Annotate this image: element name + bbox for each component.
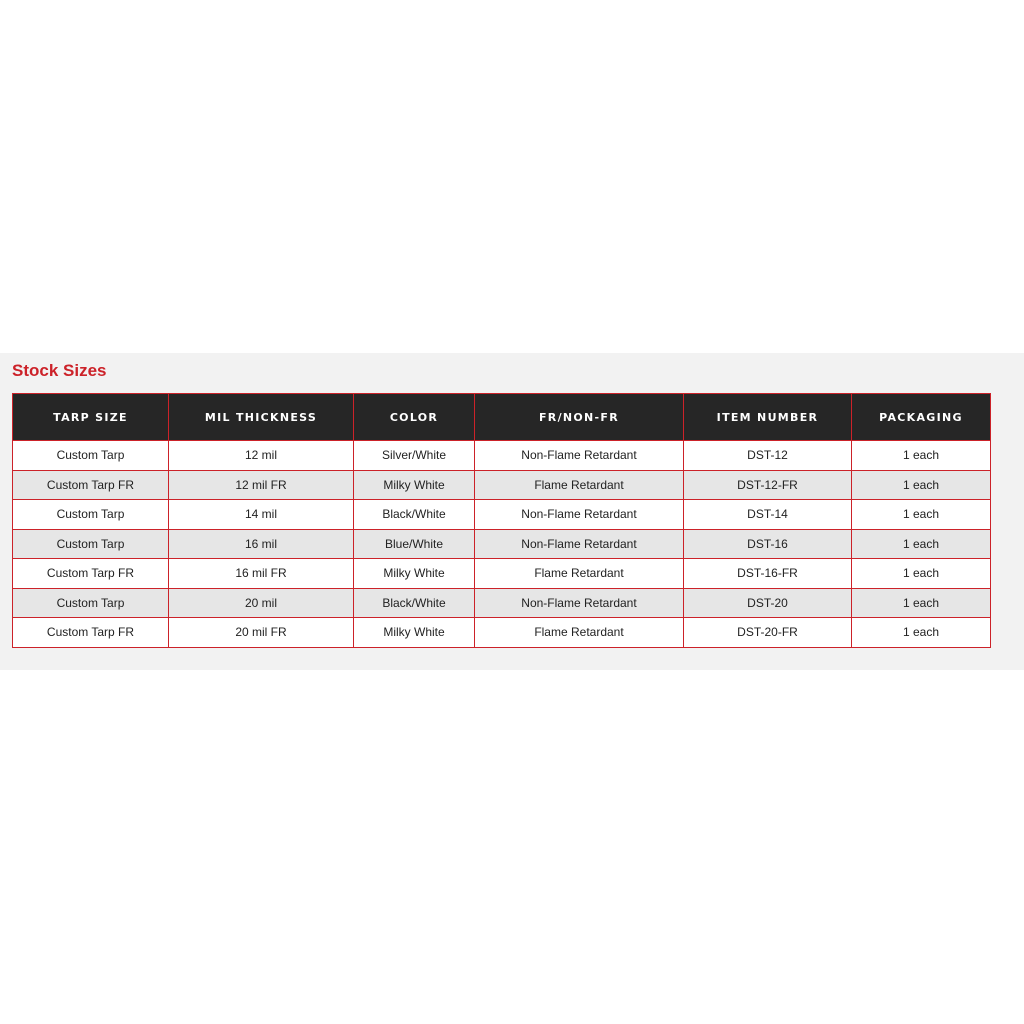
cell-packaging: 1 each — [852, 618, 991, 648]
cell-color: Blue/White — [354, 529, 475, 559]
cell-mil-thickness: 14 mil — [169, 500, 354, 530]
cell-color: Black/White — [354, 588, 475, 618]
table-row — [13, 470, 991, 500]
header-item-number: ITEM NUMBER — [684, 394, 852, 441]
cell-fr-non-fr: Non-Flame Retardant — [475, 588, 684, 618]
cell-color: Milky White — [354, 559, 475, 589]
header-fr-non-fr: FR/NON-FR — [475, 394, 684, 441]
cell-color: Milky White — [354, 618, 475, 648]
cell-fr-non-fr: Flame Retardant — [475, 559, 684, 589]
cell-tarp-size: Custom Tarp — [13, 588, 169, 618]
table-row — [13, 588, 991, 618]
cell-color: Black/White — [354, 500, 475, 530]
cell-tarp-size: Custom Tarp — [13, 500, 169, 530]
cell-packaging: 1 each — [852, 529, 991, 559]
stock-sizes-table — [12, 393, 991, 648]
cell-tarp-size: Custom Tarp — [13, 441, 169, 471]
cell-item-number: DST-12 — [684, 441, 852, 471]
table-row — [13, 441, 991, 471]
cell-tarp-size: Custom Tarp FR — [13, 618, 169, 648]
cell-item-number: DST-16 — [684, 529, 852, 559]
cell-item-number: DST-20 — [684, 588, 852, 618]
header-packaging: PACKAGING — [852, 394, 991, 441]
cell-tarp-size: Custom Tarp FR — [13, 559, 169, 589]
cell-item-number: DST-12-FR — [684, 470, 852, 500]
cell-mil-thickness: 20 mil FR — [169, 618, 354, 648]
cell-mil-thickness: 20 mil — [169, 588, 354, 618]
table-row — [13, 500, 991, 530]
cell-item-number: DST-16-FR — [684, 559, 852, 589]
cell-fr-non-fr: Flame Retardant — [475, 470, 684, 500]
cell-packaging: 1 each — [852, 470, 991, 500]
table-row — [13, 618, 991, 648]
cell-item-number: DST-20-FR — [684, 618, 852, 648]
cell-tarp-size: Custom Tarp FR — [13, 470, 169, 500]
cell-mil-thickness: 16 mil — [169, 529, 354, 559]
cell-packaging: 1 each — [852, 559, 991, 589]
cell-fr-non-fr: Non-Flame Retardant — [475, 500, 684, 530]
table-row — [13, 559, 991, 589]
cell-fr-non-fr: Flame Retardant — [475, 618, 684, 648]
cell-color: Milky White — [354, 470, 475, 500]
cell-mil-thickness: 12 mil FR — [169, 470, 354, 500]
cell-mil-thickness: 12 mil — [169, 441, 354, 471]
table-header-row — [13, 394, 991, 441]
table-row — [13, 529, 991, 559]
cell-mil-thickness: 16 mil FR — [169, 559, 354, 589]
cell-packaging: 1 each — [852, 500, 991, 530]
header-mil-thickness: MIL THICKNESS — [169, 394, 354, 441]
cell-fr-non-fr: Non-Flame Retardant — [475, 441, 684, 471]
section-title: Stock Sizes — [12, 361, 107, 380]
cell-item-number: DST-14 — [684, 500, 852, 530]
cell-packaging: 1 each — [852, 441, 991, 471]
header-color: COLOR — [354, 394, 475, 441]
header-tarp-size: TARP SIZE — [13, 394, 169, 441]
cell-packaging: 1 each — [852, 588, 991, 618]
cell-fr-non-fr: Non-Flame Retardant — [475, 529, 684, 559]
cell-tarp-size: Custom Tarp — [13, 529, 169, 559]
cell-color: Silver/White — [354, 441, 475, 471]
